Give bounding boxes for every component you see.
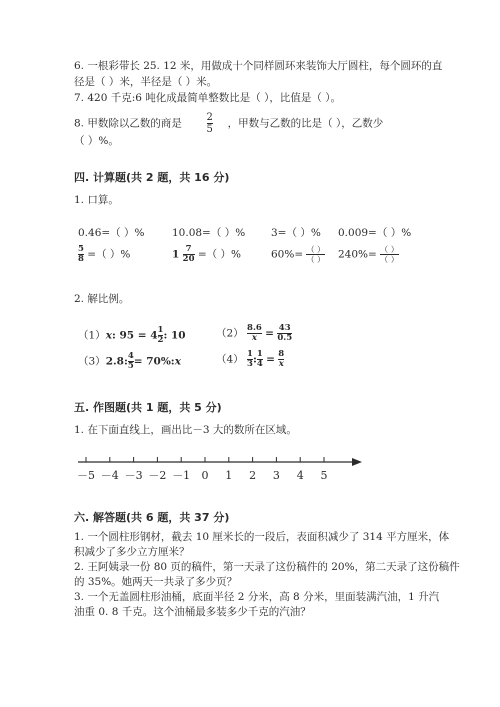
ratio-p2-d1: x	[251, 333, 257, 343]
ratio-p2	[216, 324, 292, 343]
s6-line-3: 2. 王阿姨录一份 80 页的稿件，第一天录了这份稿件的 20%，第二天录了这份稿件	[74, 561, 460, 573]
number-line-label: －4	[100, 469, 119, 482]
ratio-p1-b: : 95 = 4	[111, 329, 158, 342]
calc-r2c1	[78, 245, 130, 264]
ratio-p1-den: 2	[157, 335, 164, 345]
calc-r2c2-rest: =（ ）%	[197, 248, 241, 261]
calc-r2c4-fraction	[380, 245, 399, 264]
number-line-arrow	[352, 458, 362, 466]
section5-title: 五. 作图题(共 1 题，共 5 分)	[74, 401, 222, 414]
number-line-label: 2	[249, 469, 257, 482]
calc-r2c4	[338, 245, 399, 264]
ratio-p4-n3: 8	[278, 349, 285, 359]
calc-r1c1: 0.46=（ ）%	[78, 227, 145, 239]
q6-line2: 径是（ ）米，半径是（ ）米。	[74, 76, 218, 88]
s6-line-1: 1. 一个圆柱形钢材，截去 10 厘米长的一段后，表面积减少了 314 平方厘米，体	[74, 531, 450, 543]
number-line-label: －1	[172, 469, 191, 482]
number-line-ticks	[77, 457, 328, 482]
s6-line-4: 的 35%。她两天一共录了多少页？	[74, 576, 238, 588]
q8-frac-num: 2	[206, 112, 213, 123]
q6-line1: 6. 一根彩带长 25. 12 米，用做成十个同样圆环来装饰大厅圆柱，每个圆环的直	[74, 60, 443, 72]
ratio-p3-num: 4	[127, 351, 134, 361]
calc-r2c4-den: （ ）	[380, 255, 399, 264]
number-line-label: －5	[77, 469, 95, 482]
calc-r2c3	[271, 245, 325, 264]
number-line-label: 5	[320, 469, 328, 482]
ratio-p4-colon: :	[252, 353, 257, 366]
q8-prefix: 8. 甲数除以乙数的商是	[74, 117, 182, 130]
number-line-label: －3	[124, 469, 143, 482]
q8-line2: （ ）%。	[74, 135, 119, 147]
section6-title: 六. 解答题(共 6 题，共 37 分)	[74, 511, 230, 524]
calc-r2c2	[172, 245, 241, 264]
ratio-p4-frac2	[257, 350, 263, 369]
number-line	[70, 452, 370, 488]
calc-r2c4-prefix: 240%=	[338, 248, 377, 261]
section4-sub1: 1. 口算。	[74, 194, 119, 206]
q8-line1	[74, 112, 383, 135]
calc-r1c2: 10.08=（ ）%	[172, 227, 246, 239]
ratio-p2-frac2	[277, 324, 292, 343]
number-line-label: 1	[225, 469, 233, 482]
number-line-label: －2	[148, 469, 167, 482]
number-line-label: 4	[296, 469, 304, 482]
ratio-p1	[78, 326, 186, 345]
calc-r2c2-whole: 1	[172, 248, 180, 261]
ratio-p2-frac1	[247, 324, 262, 343]
calc-r1c3: 3=（ ）%	[271, 227, 321, 239]
calc-r2c3-fraction	[306, 245, 325, 264]
s6-line-6: 油重 0. 8 千克。这个油桶最多装多少千克的汽油？	[74, 606, 311, 618]
ratio-p2-d2: 0.5	[277, 333, 293, 343]
s6-line-2: 积减少了多少立方厘米？	[74, 546, 190, 558]
q8-fraction	[207, 112, 213, 135]
section5-q1: 1. 在下面直线上，画出比－3 大的数所在区域。	[74, 424, 297, 436]
s6-line-5: 3. 一个无盖圆柱形油桶，底面半径 2 分米，高 8 分米，里面装满汽油，1 升汽	[74, 591, 440, 603]
ratio-p4-eq: =	[266, 353, 275, 366]
ratio-p2-eq: =	[265, 327, 274, 340]
ratio-p1-label: （1）	[78, 329, 106, 342]
calc-r2c3-num: （ ）	[306, 245, 326, 254]
ratio-p4-n2: 1	[256, 349, 263, 359]
calc-r2c1-den: 8	[78, 254, 84, 264]
q8-frac-den: 5	[206, 124, 213, 135]
ratio-p4	[216, 350, 284, 369]
ratio-p3-b: = 70%:	[133, 355, 175, 368]
ratio-p4-n1: 1	[247, 349, 253, 359]
calc-r2c1-num: 5	[78, 244, 84, 254]
ratio-p1-num: 1	[157, 325, 164, 335]
calc-r2c2-num: 7	[185, 244, 192, 254]
ratio-p4-d3: x	[278, 359, 284, 369]
ratio-p2-label: （2）	[216, 327, 244, 340]
ratio-p3-den: 5	[127, 361, 134, 371]
calc-r2c1-fraction	[78, 245, 84, 264]
calc-r2c2-fraction	[183, 245, 195, 264]
ratio-p1-c: : 10	[163, 329, 186, 342]
calc-r2c1-rest: =（ ）%	[87, 248, 131, 261]
calc-r2c2-den: 20	[182, 254, 195, 264]
ratio-p4-label: （4）	[216, 353, 244, 366]
calc-r2c3-prefix: 60%=	[271, 248, 304, 261]
number-line-label: 3	[272, 469, 280, 482]
ratio-p2-n1: 8.6	[247, 323, 262, 333]
ratio-p1-x: x	[105, 329, 112, 342]
calc-r2c3-den: （ ）	[306, 255, 326, 264]
ratio-p3-x: x	[174, 355, 181, 368]
ratio-p4-d2: 4	[256, 359, 263, 369]
ratio-p4-frac3	[278, 350, 284, 369]
ratio-p3	[78, 352, 181, 371]
section4-sub2: 2. 解比例。	[74, 293, 130, 305]
ratio-p2-n2: 43	[278, 323, 291, 333]
ratio-p4-d1: 3	[247, 359, 253, 369]
ratio-p3-a: 2.8:	[105, 355, 128, 368]
q8-suffix: ，甲数与乙数的比是（ ），乙数少	[227, 117, 384, 130]
calc-r2c4-num: （ ）	[380, 245, 399, 254]
q7-text: 7. 420 千克:6 吨化成最简单整数比是（ ），比值是（ ）。	[74, 92, 341, 104]
calc-r1c4: 0.009=（ ）%	[338, 227, 412, 239]
number-line-label: 0	[201, 469, 209, 482]
section4-title: 四. 计算题(共 2 题，共 16 分)	[74, 171, 230, 184]
ratio-p3-label: （3）	[78, 355, 106, 368]
